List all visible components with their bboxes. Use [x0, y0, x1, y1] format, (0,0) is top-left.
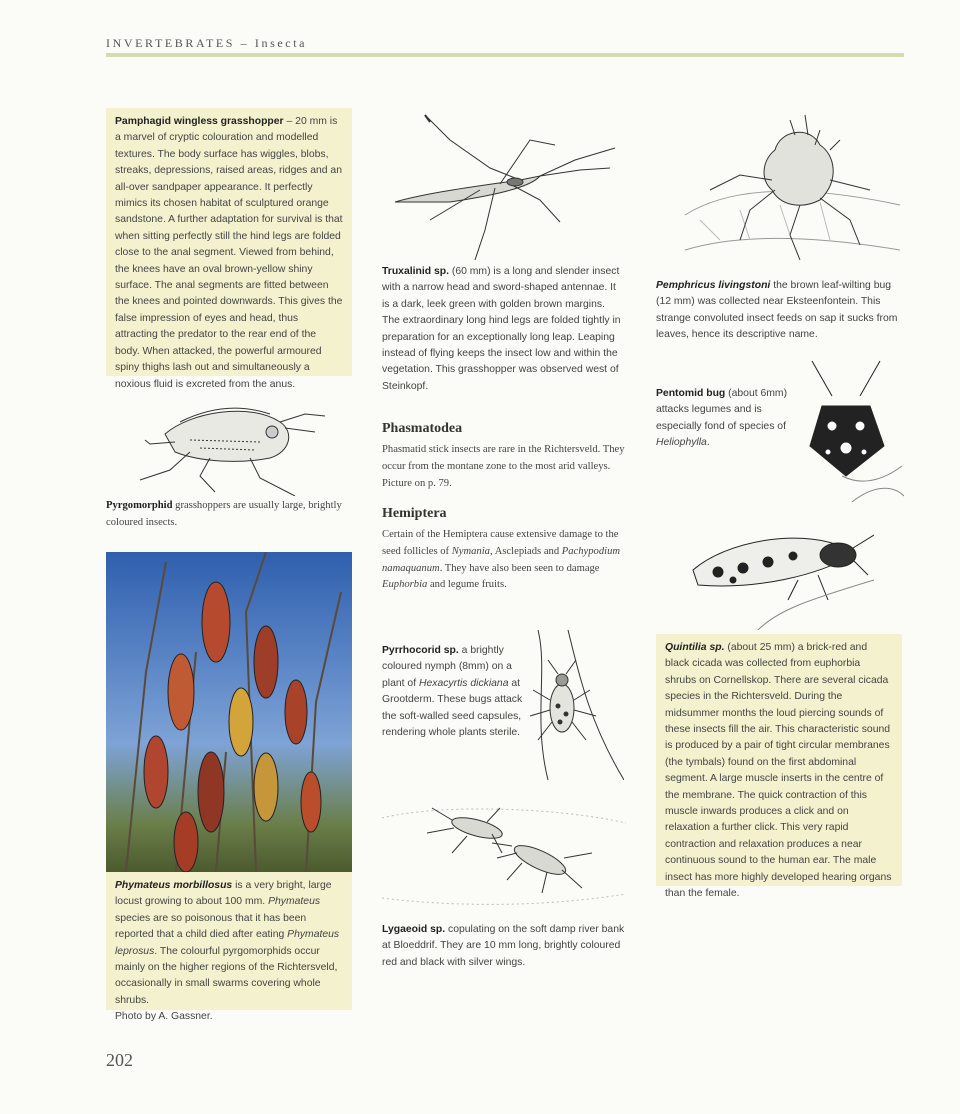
phymateus-genus: Phymateus — [268, 896, 321, 908]
pyrrhocorid-plant: Hexacyrtis dickiana — [418, 677, 509, 689]
phasmatodea-body: Phasmatid stick insects are rare in the Richtersveld. They occur from the montane zone to the most arid valleys. Picture on p. 79. — [382, 444, 625, 489]
phymateus-body-1: is a very bright, large locust growing to about 100 mm. — [115, 880, 332, 908]
pentomid-body-2: . — [706, 437, 710, 449]
pyrrhocorid-illustration — [528, 630, 624, 780]
hemiptera-body-1: Certain of the Hemiptera cause extensive damage to the seed follicles of — [382, 529, 619, 557]
quintilia-caption — [656, 634, 902, 900]
truxalinid-title: Truxalinid sp. — [382, 266, 449, 277]
header-rule — [106, 53, 904, 57]
quintilia-illustration — [688, 520, 874, 630]
phymateus-body-3: . The colourful pyrgomorphids occur mainly on the higher regions of the Richtersveld, occasionally in small swarms covering whole shrubs. — [115, 945, 338, 1006]
pamphagid-body: – 20 mm is a marvel of cryptic colouration and modelled textures. The body surface has wiggles, blobs, streaks, depressions, raised areas, ridges and an all-over sandpaper appearance. It perfectly mimics its chosen habitat of sculptured orange sandstone. A further adaptation for survival is that when sitting perfectly still the hind legs are folded close to the anal segment. Viewed from behind, the knees have an oval brown-yellow shiny surface. The anal segments are fitted between the knees and pointed downwards. This gives the false impression of eyes and head, thus attracting the predator to the rear end of the body. When attacked, the powerful armoured spiny thighs lash out and simultaneously a noxious fluid is excreted from the anus. — [115, 116, 343, 390]
pyrgomorphid-caption — [106, 498, 356, 532]
phymateus-photo — [106, 552, 352, 872]
hemiptera-euphorbia: Euphorbia — [382, 579, 428, 591]
lygaeoid-body: copulating on the soft damp river bank at Bloeddrif. They are 10 mm long, brightly coloured red and black with silver wings. — [382, 924, 625, 968]
phymateus-caption — [106, 872, 352, 1023]
hemiptera-body — [382, 527, 630, 594]
pemphricus-illustration — [680, 110, 902, 270]
pyrrhocorid-body-1: a brightly coloured nymph (8mm) on a plant of — [382, 645, 512, 689]
pyrrhocorid-title: Pyrrhocorid sp. — [382, 645, 459, 656]
hemiptera-body-3: . They have also been seen to damage — [439, 562, 600, 574]
phasmatodea-heading: Phasmatodea — [382, 421, 463, 436]
pentomid-illustration — [802, 356, 904, 502]
hemiptera-body-4: and legume fruits. — [427, 579, 507, 591]
pamphagid-caption — [106, 108, 352, 390]
phymateus-species: Phymateus leprosus — [115, 929, 340, 957]
pemphricus-caption — [656, 278, 902, 344]
pentomid-genus: Heliophylla — [656, 437, 707, 449]
hemiptera-nymania: Nymania — [451, 545, 490, 557]
truxalinid-illustration — [390, 110, 620, 265]
pamphagid-title: Pamphagid wingless grasshopper — [115, 116, 284, 127]
pyrrhocorid-body-2: at Grootderm. These bugs attack the soft-walled seed capsules, rendering whole plants sterile. — [382, 677, 523, 739]
pemphricus-title: Pemphricus livingstoni — [656, 280, 771, 291]
hemiptera-heading: Hemiptera — [382, 506, 447, 521]
lygaeoid-illustration — [382, 798, 626, 914]
truxalinid-body: (60 mm) is a long and slender insect with a narrow head and sword-shaped antennae. It is a dark, leek green with golden brown margins. The extraordinary long hind legs are folded tightly in preparation for an exceptionally long leap. Leaping instead of flying keeps the insect low and within the vegetation. This grasshopper was observed west of Steinkopf. — [382, 266, 621, 392]
running-head: INVERTEBRATES – Insecta — [106, 36, 308, 50]
hemiptera-body-2: , Asclepiads and — [489, 545, 562, 557]
lygaeoid-caption — [382, 922, 628, 971]
pentomid-caption — [656, 386, 796, 452]
page-number: 202 — [106, 1050, 133, 1070]
quintilia-title: Quintilia sp. — [665, 642, 725, 653]
pyrgomorphid-illustration — [130, 392, 330, 496]
phymateus-body-2: species are so poisonous that it has been reported that a child died after eating — [115, 912, 307, 941]
pyrgomorphid-body: grasshoppers are usually large, brightly coloured insects. — [106, 500, 342, 528]
quintilia-body: (about 25 mm) a brick-red and black cicada was collected from euphorbia shrubs on Cornellskop. There are several cicada species in the Richtersveld. During the midsummer months the loud piercing sounds of these insects fill the air. This characteristic sound is produced by a pair of tight circular membranes (the tymbals) found on the first abdominal segment. A large muscle inserts in the centre of the membrane. The quick contraction of this muscle inwards produces a click and on relaxation a further click. This very rapid contraction and relaxation produces a near continuous sound to the human ear. The male insect has more highly developed hearing organs than the female. — [665, 642, 892, 900]
pyrrhocorid-caption — [382, 643, 528, 741]
truxalinid-caption — [382, 264, 622, 395]
pentomid-title: Pentomid bug — [656, 388, 726, 399]
pemphricus-body: the brown leaf-wilting bug (12 mm) was collected near Eksteenfontein. This strange convoluted insect feeds on sap it sucks from leaves, hence its descriptive name. — [656, 280, 898, 341]
pentomid-body-1: (about 6mm) attacks legumes and is especially fond of species of — [656, 388, 788, 432]
hemiptera-pachypodium: Pachypodium namaquanum — [382, 545, 621, 574]
pyrgomorphid-title: Pyrgomorphid — [106, 500, 173, 511]
lygaeoid-title: Lygaeoid sp. — [382, 924, 446, 935]
photo-credit: Photo by A. Gassner. — [115, 1011, 213, 1023]
phymateus-title: Phymateus morbillosus — [115, 880, 233, 891]
